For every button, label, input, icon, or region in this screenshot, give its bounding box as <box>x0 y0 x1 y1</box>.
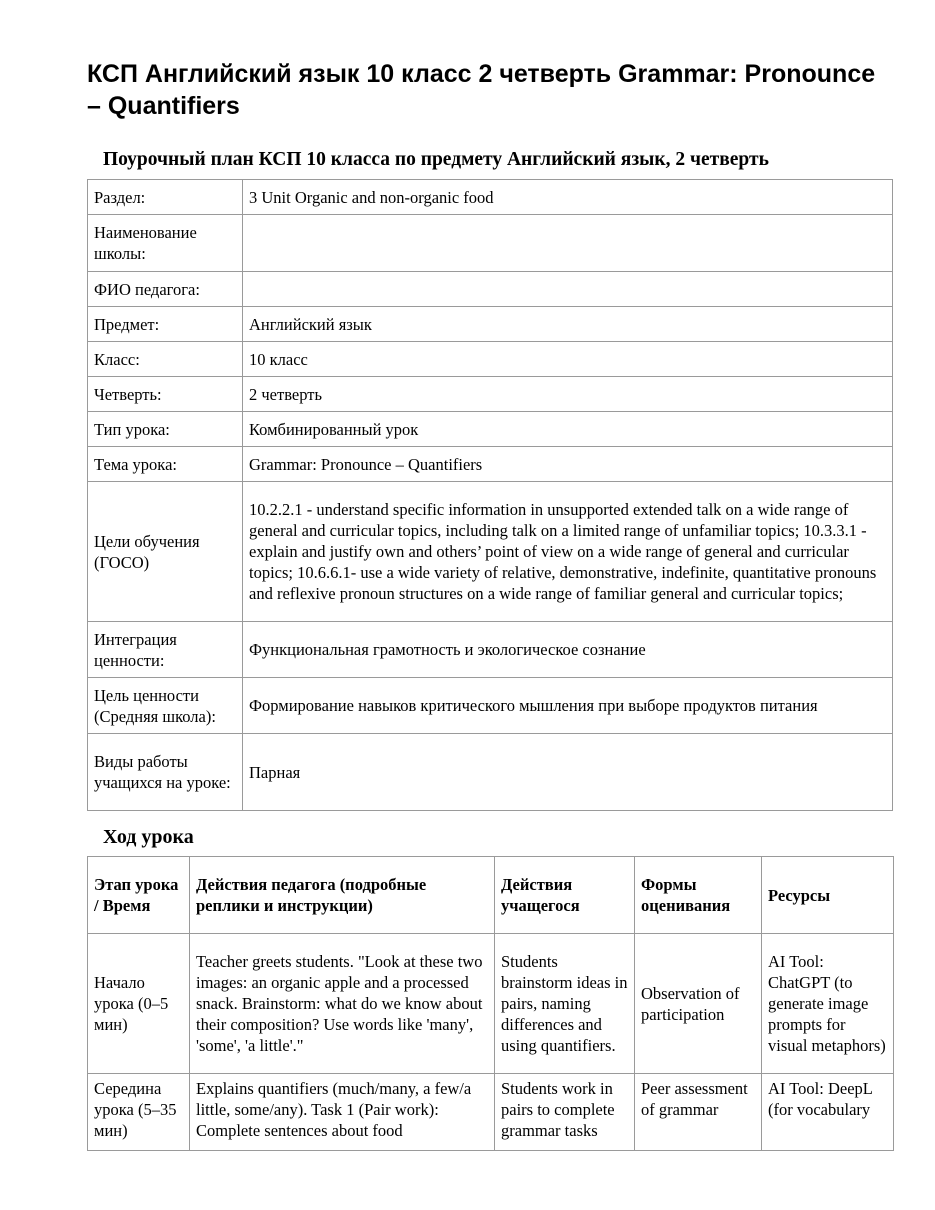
student-actions-cell: Students work in pairs to complete grammar tasks <box>495 1074 635 1151</box>
teacher-actions-cell: Teacher greets students. "Look at these two images: an organic apple and a processed snack. Brainstorm: what do we know about their composition? Use words like 'many', 'some', 'a little'." <box>190 934 495 1074</box>
grade-label: Класс: <box>88 342 243 377</box>
table-row <box>88 215 893 272</box>
table-row <box>88 377 893 412</box>
teacher-value <box>243 272 893 307</box>
lesson-type-value: Комбинированный урок <box>243 412 893 447</box>
grade-value: 10 класс <box>243 342 893 377</box>
section-label: Раздел: <box>88 180 243 215</box>
topic-label: Тема урока: <box>88 447 243 482</box>
table-row <box>88 1074 894 1151</box>
table-row <box>88 272 893 307</box>
values-value: Функциональная грамотность и экологическое сознание <box>243 622 893 678</box>
table-row <box>88 180 893 215</box>
goals-value: 10.2.2.1 - understand specific information in unsupported extended talk on a wide range of general and curricular topics, including talk on a limited range of unfamiliar topics; 10.3.3.1 - explain and justify own and others’ point of view on a wide range of general and curricular topics; 10.6.6.1- use a wide variety of relative, demonstrative, indefinite, quantitative pronouns and reflexive pronoun structures on a wide range of familiar general and curricular topics; <box>243 482 893 622</box>
table-row <box>88 734 893 811</box>
table-row <box>88 934 894 1074</box>
resources-cell: AI Tool: ChatGPT (to generate image prompts for visual metaphors) <box>762 934 894 1074</box>
header-stage: Этап урока / Время <box>88 857 190 934</box>
header-assessment: Формы оценивания <box>635 857 762 934</box>
table-row <box>88 412 893 447</box>
document-title: КСП Английский язык 10 класс 2 четверть Grammar: Pronounce – Quantifiers <box>87 60 876 120</box>
value-goal-value: Формирование навыков критического мышления при выборе продуктов питания <box>243 678 893 734</box>
table-row <box>88 622 893 678</box>
header-resources: Ресурсы <box>762 857 894 934</box>
work-types-label: Виды работы учащихся на уроке: <box>88 734 243 811</box>
work-types-value: Парная <box>243 734 893 811</box>
assessment-cell: Peer assessment of grammar <box>635 1074 762 1151</box>
stage-cell: Середина урока (5–35 мин) <box>88 1074 190 1151</box>
teacher-actions-cell: Explains quantifiers (much/many, a few/a little, some/any). Task 1 (Pair work): Complete sentences about food <box>190 1074 495 1151</box>
stage-cell: Начало урока (0–5 мин) <box>88 934 190 1074</box>
school-value <box>243 215 893 272</box>
table-row <box>88 482 893 622</box>
goals-label: Цели обучения (ГОСО) <box>88 482 243 622</box>
assessment-cell: Observation of participation <box>635 934 762 1074</box>
header-teacher-actions: Действия педагога (подробные реплики и инструкции) <box>190 857 495 934</box>
subject-value: Английский язык <box>243 307 893 342</box>
lesson-info-table <box>87 179 893 811</box>
topic-value: Grammar: Pronounce – Quantifiers <box>243 447 893 482</box>
table-row <box>88 447 893 482</box>
value-goal-label: Цель ценности (Средняя школа): <box>88 678 243 734</box>
table-row <box>88 307 893 342</box>
lesson-flow-table <box>87 856 894 1151</box>
plan-heading: Поурочный план КСП 10 класса по предмету Английский язык, 2 четверть <box>103 149 769 170</box>
header-student-actions: Действия учащегося <box>495 857 635 934</box>
school-label: Наименование школы: <box>88 215 243 272</box>
table-row <box>88 678 893 734</box>
table-header-row <box>88 857 894 934</box>
subject-label: Предмет: <box>88 307 243 342</box>
quarter-label: Четверть: <box>88 377 243 412</box>
lesson-flow-heading: Ход урока <box>103 826 194 848</box>
student-actions-cell: Students brainstorm ideas in pairs, naming differences and using quantifiers. <box>495 934 635 1074</box>
table-row <box>88 342 893 377</box>
quarter-value: 2 четверть <box>243 377 893 412</box>
section-value: 3 Unit Organic and non-organic food <box>243 180 893 215</box>
values-label: Интеграция ценности: <box>88 622 243 678</box>
lesson-type-label: Тип урока: <box>88 412 243 447</box>
teacher-label: ФИО педагога: <box>88 272 243 307</box>
resources-cell: AI Tool: DeepL (for vocabulary <box>762 1074 894 1151</box>
